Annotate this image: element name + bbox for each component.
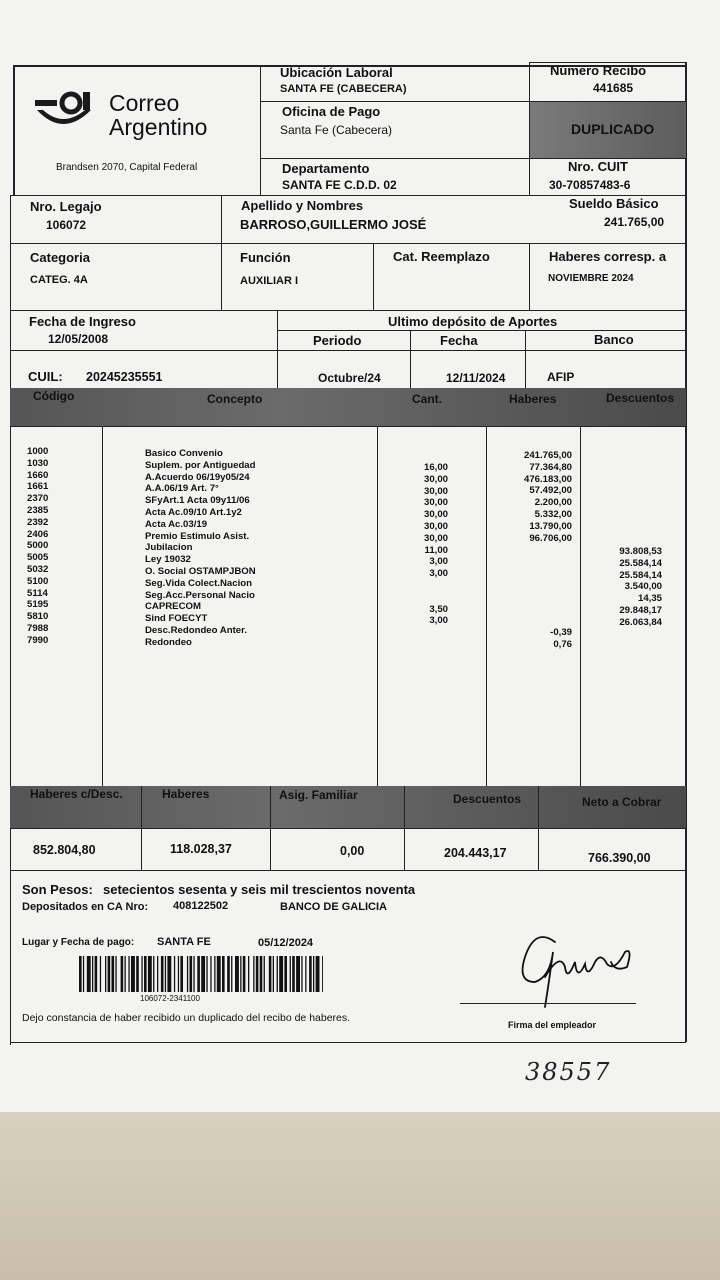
table-cell-codigo: 2392 [27, 516, 49, 528]
table-cell-cant: 30,00 [423, 485, 448, 497]
table-cell-haberes: 476.183,00 [523, 473, 572, 485]
constancia-text: Dejo constancia de haber recibido un duplicado del recibo de haberes. [22, 1012, 351, 1024]
table-cell-concepto: CAPRECOM [145, 601, 201, 613]
barcode-icon [79, 956, 323, 992]
signature-icon [515, 922, 640, 1017]
table-cell-concepto: Redondeo [145, 636, 192, 648]
table-cell-haberes [500, 603, 572, 615]
table-cell-cant: 11,00 [424, 544, 448, 556]
company-name-line1: Correo [109, 90, 180, 116]
table-cell-cant: 16,00 [423, 462, 448, 473]
table-cell-cant: 3,50 [429, 603, 448, 615]
table-cell-descuentos: 25.584,14 [619, 557, 662, 569]
duplicado-label: DUPLICADO [571, 121, 655, 137]
banco-label: Banco [594, 332, 634, 347]
table-cell-codigo: 1660 [27, 469, 49, 481]
table-cell-descuentos: 25.584,14 [619, 569, 662, 581]
descuentos-column [592, 546, 662, 652]
neto-label: Neto a Cobrar [582, 795, 662, 809]
fecha-label: Fecha [440, 333, 478, 348]
table-cell-haberes: 96.706,00 [529, 532, 572, 544]
correo-logo-icon [33, 90, 99, 136]
company-address: Brandsen 2070, Capital Federal [56, 162, 198, 173]
table-cell-concepto: Acta Ac.09/10 Art.1y2 [145, 506, 242, 518]
oficina-value: Santa Fe (Cabecera) [280, 123, 393, 137]
table-cell-codigo: 5114 [27, 587, 48, 599]
table-cell-haberes [500, 568, 572, 580]
funcion-label: Función [240, 250, 291, 265]
lugar-label: Lugar y Fecha de pago: [22, 937, 135, 948]
table-cell-concepto: Suplem. por Antiguedad [145, 459, 256, 471]
son-pesos-label: Son Pesos: [22, 882, 93, 897]
table-cell-codigo: 5000 [27, 540, 49, 552]
barcode-number: 106072-2341100 [140, 994, 200, 1003]
table-cell-codigo: 7988 [27, 622, 49, 634]
table-cell-cant: 30,00 [423, 473, 448, 485]
table-cell-concepto: Seg.Acc.Personal Nacio [145, 589, 255, 601]
table-header-bar [10, 388, 686, 426]
legajo-value: 106072 [46, 218, 87, 232]
table-surface [0, 1112, 720, 1280]
cuit-value: 30-70857483-6 [549, 178, 631, 192]
table-cell-concepto: Desc.Redondeo Anter. [145, 624, 247, 636]
table-cell-haberes [500, 615, 572, 627]
table-cell-concepto: Sind FOECYT [145, 613, 208, 625]
table-cell-codigo: 2406 [27, 528, 49, 540]
company-name-line2: Argentino [109, 114, 208, 140]
haberes-cdesc-value: 852.804,80 [33, 843, 96, 857]
table-cell-concepto: Seg.Vida Colect.Nacion [145, 577, 252, 589]
table-cell-haberes: 2.200,00 [534, 497, 572, 509]
cuit-label: Nro. CUIT [568, 159, 628, 174]
table-cell-codigo: 5195 [27, 599, 49, 611]
cant-column [400, 462, 448, 651]
table-cell-concepto: O. Social OSTAMPJBON [145, 565, 256, 577]
handwritten-number: 38557 [525, 1058, 612, 1086]
table-cell-cant [400, 639, 448, 651]
table-cell-codigo: 5005 [27, 552, 49, 564]
table-cell-haberes: 57.492,00 [529, 485, 572, 497]
table-cell-cant [400, 580, 448, 592]
table-cell-haberes [500, 580, 572, 592]
col-header-codigo: Código [33, 389, 75, 403]
table-cell-codigo: 2370 [27, 493, 49, 505]
col-header-concepto: Concepto [207, 392, 263, 406]
ubicacion-label: Ubicación Laboral [280, 65, 393, 80]
table-cell-concepto: A.Acuerdo 06/19y05/24 [145, 471, 250, 483]
reemplazo-label: Cat. Reemplazo [393, 249, 490, 264]
table-cell-cant [400, 627, 448, 639]
recibo-value: 441685 [593, 81, 634, 95]
table-cell-cant: 3,00 [429, 615, 448, 627]
table-cell-concepto: Ley 19032 [145, 554, 191, 566]
concepto-column [145, 448, 256, 649]
table-cell-haberes: 0,76 [553, 638, 572, 650]
table-cell-haberes [500, 592, 572, 604]
sueldo-value: 241.765,00 [604, 215, 665, 229]
table-cell-codigo: 1000 [27, 446, 49, 457]
table-cell-concepto: Basico Convenio [145, 448, 223, 459]
haberes-total-value: 118.028,37 [170, 842, 232, 856]
table-cell-haberes: 241.765,00 [523, 450, 572, 461]
cuil-label: CUIL: [28, 369, 63, 384]
table-cell-codigo: 5032 [27, 563, 49, 575]
banco-galicia: BANCO DE GALICIA [280, 901, 387, 913]
asig-value: 0,00 [340, 844, 365, 858]
legajo-label: Nro. Legajo [30, 199, 102, 214]
nombre-value: BARROSO,GUILLERMO JOSÉ [240, 217, 427, 232]
table-cell-cant: 30,00 [423, 497, 448, 509]
haberes-corresp-label: Haberes corresp. a [549, 249, 667, 264]
ingreso-value: 12/05/2008 [48, 332, 109, 346]
table-cell-codigo: 1661 [27, 481, 49, 493]
lugar-value: SANTA FE [157, 936, 211, 948]
deposito-ca-value: 408122502 [173, 900, 229, 912]
categoria-value: CATEG. 4A [30, 274, 88, 286]
departamento-value: SANTA FE C.D.D. 02 [282, 178, 397, 192]
neto-value: 766.390,00 [588, 851, 651, 865]
fecha-value: 12/11/2024 [446, 371, 506, 385]
table-cell-concepto: A.A.06/19 Art. 7° [145, 483, 219, 495]
table-cell-descuentos: 93.808,53 [619, 546, 662, 557]
ingreso-label: Fecha de Ingreso [29, 314, 136, 329]
table-cell-cant: 30,00 [423, 532, 448, 544]
table-cell-cant [400, 592, 448, 604]
table-cell-concepto: Jubilacion [145, 542, 193, 554]
col-header-cant: Cant. [412, 392, 442, 406]
funcion-value: AUXILIAR I [240, 275, 299, 287]
haberes-total-label: Haberes [162, 787, 210, 801]
categoria-label: Categoria [30, 250, 90, 265]
recibo-label: Número Recibo [550, 63, 647, 78]
table-cell-descuentos [592, 629, 662, 641]
oficina-label: Oficina de Pago [282, 104, 381, 119]
table-cell-descuentos [592, 640, 662, 652]
periodo-label: Periodo [313, 333, 362, 348]
deposito-ca-label: Depositados en CA Nro: [22, 901, 149, 913]
asig-label: Asig. Familiar [279, 788, 358, 802]
table-cell-haberes: 5.332,00 [534, 508, 572, 520]
table-cell-concepto: Acta Ac.03/19 [145, 518, 208, 530]
table-cell-haberes [500, 544, 572, 556]
col-header-haberes: Haberes [509, 392, 557, 406]
table-cell-descuentos: 14,35 [637, 593, 662, 605]
table-cell-haberes [500, 556, 572, 568]
table-cell-cant: 30,00 [423, 520, 448, 532]
firma-label: Firma del empleador [508, 1020, 597, 1030]
table-cell-codigo: 5810 [27, 611, 49, 623]
haberes-corresp-value: NOVIEMBRE 2024 [548, 273, 634, 284]
deposito-label: Ultimo depósito de Aportes [388, 314, 558, 329]
periodo-value: Octubre/24 [318, 371, 381, 385]
col-header-descuentos: Descuentos [606, 391, 675, 405]
nombre-label: Apellido y Nombres [241, 198, 364, 213]
banco-value: AFIP [547, 370, 575, 384]
table-cell-cant: 30,00 [423, 509, 448, 521]
table-cell-codigo: 7990 [27, 634, 49, 646]
table-cell-haberes: 13.790,00 [529, 520, 572, 532]
ubicacion-value: SANTA FE (CABECERA) [280, 83, 407, 95]
table-cell-codigo: 5100 [27, 575, 49, 587]
table-cell-cant: 3,00 [429, 568, 448, 580]
descuentos-total-label: Descuentos [453, 792, 522, 806]
table-cell-descuentos: 3.540,00 [624, 581, 662, 593]
table-cell-codigo: 2385 [27, 504, 49, 516]
sueldo-label: Sueldo Básico [569, 196, 659, 211]
departamento-label: Departamento [282, 161, 370, 176]
table-cell-haberes: -0,39 [550, 626, 572, 638]
table-cell-descuentos: 26.063,84 [619, 616, 662, 628]
haberes-cdesc-label: Haberes c/Desc. [30, 787, 123, 801]
codigo-column [27, 446, 48, 647]
table-cell-concepto: SFyArt.1 Acta 09y11/06 [145, 495, 250, 507]
fecha-pago: 05/12/2024 [258, 937, 314, 949]
descuentos-total-value: 204.443,17 [444, 846, 507, 860]
table-cell-cant: 3,00 [429, 556, 448, 568]
cuil-value: 20245235551 [86, 370, 163, 384]
table-cell-descuentos: 29.848,17 [619, 604, 662, 616]
table-cell-concepto: Premio Estimulo Asist. [145, 530, 250, 542]
son-pesos-value: setecientos sesenta y seis mil trescientos noventa [103, 882, 416, 897]
table-cell-codigo: 1030 [27, 457, 49, 469]
table-cell-haberes: 77.364,80 [529, 461, 572, 473]
haberes-column [500, 450, 572, 651]
